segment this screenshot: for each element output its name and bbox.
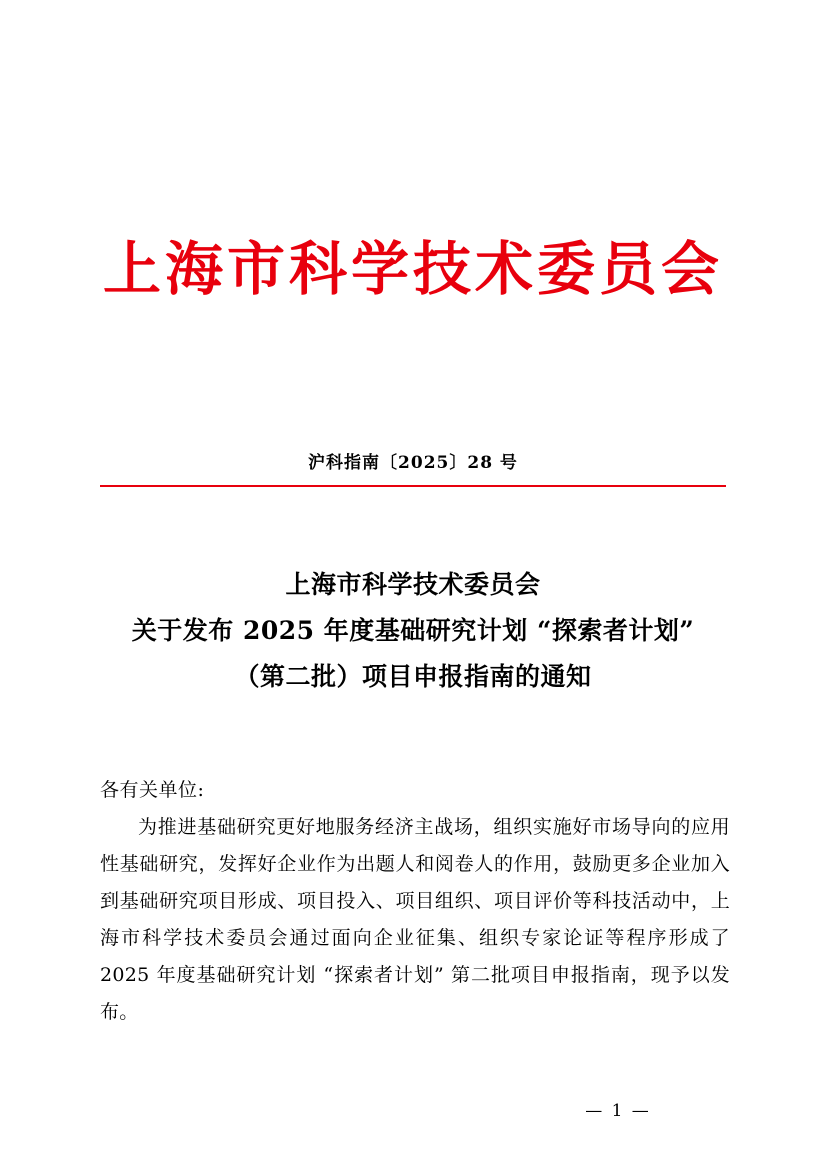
salutation: 各有关单位:: [100, 779, 205, 801]
page-title-line-2: 关于发布 2025 年度基础研究计划 “探索者计划”: [131, 616, 695, 645]
page-footer: [0, 1101, 826, 1121]
letterhead: [0, 236, 826, 303]
page-title: [90, 562, 736, 700]
page-number: — 1 —: [585, 1101, 651, 1121]
document-number-block: [100, 448, 726, 487]
body-paragraph-1: 为推进基础研究更好地服务经济主战场，组织实施好市场导向的应用性基础研究，发挥好企业作为出题人和阅卷人的作用，鼓励更多企业加入到基础研究项目形成、项目投入、项目组织、项目评价等科技活动中，上海市科学技术委员会通过面向企业征集、组织专家论证等程序形成了 2025 年度基础研究计划 “探索者计划” 第二批项目申报指南，现予以发布。: [100, 816, 730, 1023]
document-number: 沪科指南〔2025〕28 号: [308, 453, 518, 473]
red-horizontal-rule: [100, 485, 726, 487]
document-body: [100, 772, 730, 1031]
page-title-line-3: （第二批）项目申报指南的通知: [234, 662, 592, 691]
page-title-line-1: 上海市科学技术委员会: [285, 570, 541, 599]
letterhead-organization-name: 上海市科学技术委员会: [102, 235, 723, 303]
